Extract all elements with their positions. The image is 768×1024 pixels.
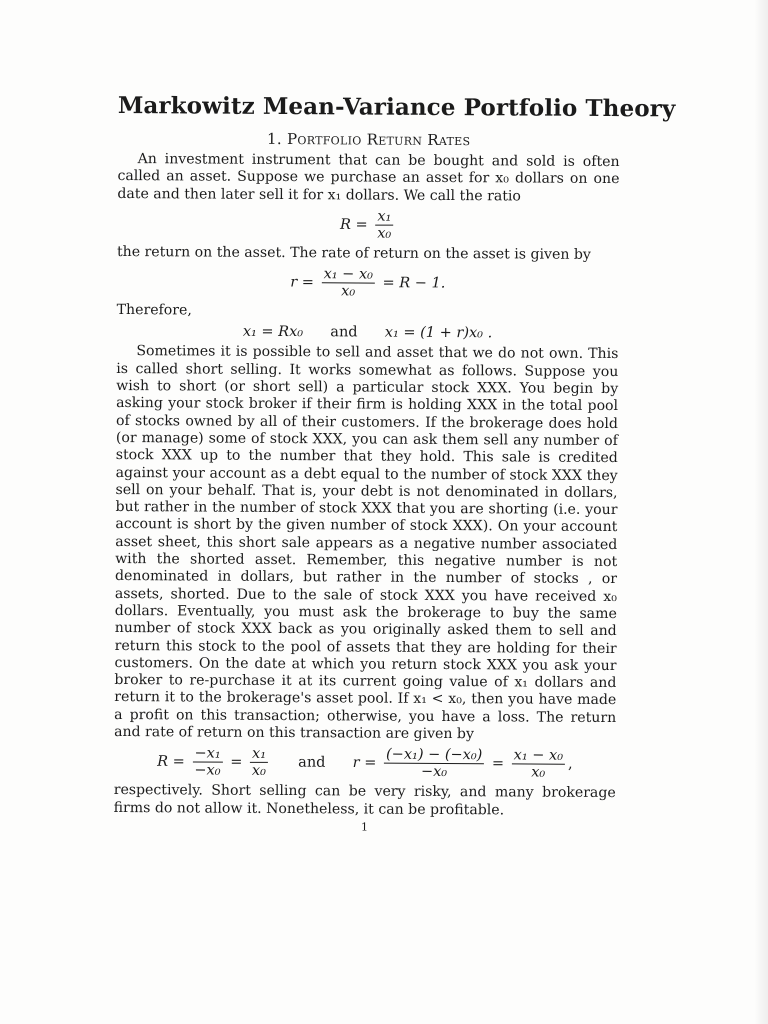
eq-return-denominator: x₀ (377, 225, 392, 242)
eq-rate-numerator: x₁ − x₀ (322, 266, 375, 283)
eq-rate-rhs: = R − 1. (382, 275, 446, 292)
eq-short-R-den-1: −x₀ (194, 762, 221, 779)
eq-short-R-den-2: x₀ (251, 763, 266, 780)
eq-return-numerator: x₁ (375, 208, 393, 225)
eq-return-lhs: R = (339, 216, 368, 233)
eq-rate-denominator: x₀ (341, 283, 356, 300)
paragraph-intro: An investment instrument that can be bought and sold is often called an asset. Suppose we purchase an asset for x₀ dollars on one date and then later sell it for x₁ dollars. We call the ratio (117, 151, 620, 205)
eq-short-r-num-1: (−x₁) − (−x₀) (384, 747, 484, 765)
eq-rate-lhs: r = (290, 274, 314, 291)
eq-return-fraction (375, 208, 393, 241)
page-number: 1 (360, 820, 369, 834)
equation-short-sale (114, 745, 616, 781)
eq-short-R-fraction-1 (192, 746, 222, 779)
eq-short-R-num-2: x₁ (250, 746, 268, 763)
paragraph-short-selling: Sometimes it is possible to sell and asset that we do not own. This is called short selling. It works somewhat as follows. Suppose you wish to short (or short sell) a particular stock XXX. You begin by asking your stock broker if their firm is holding XXX in the total pool of stocks owned by all of their customers. If the brokerage does hold (or manage) some of stock XXX, you can ask them sell any number of stock XXX up to the number that they hold. This sale is credited against your account as a debt equal to the number of stock XXX they sell on your behalf. That is, your debt is not denominated in dollars, but rather in the number of stock XXX that you are shorting (i.e. your account is short by the given number of stock XXX). On your account asset sheet, this short sale appears as a negative number associated with the shorted asset. Remember, this negative number is not denominated in dollars, but rather in the number of stocks , or assets, shorted. Due to the sale of stock XXX you have received x₀ dollars. Eventually, you must ask the brokerage to buy the same number of stock XXX back as you originally asked them to sell and return this stock to the pool of assets that they are holding for their customers. On the date at which you return stock XXX you ask your broker to re-purchase it at its current going value of x₁ dollars and return it to the brokerage's asset pool. If x₁ < x₀, then you have made a profit on this transaction; otherwise, you have a loss. The return and rate of return on this transaction are given by (114, 343, 619, 743)
document-title: Markowitz Mean-Variance Portfolio Theory (117, 92, 676, 123)
eq-short-r-fraction-1 (384, 747, 484, 781)
eq-short-r-den-2: x₀ (531, 764, 546, 781)
paragraph-therefore: Therefore, (116, 302, 192, 319)
eq-short-r-fraction-2 (512, 748, 566, 781)
equation-return (117, 207, 619, 243)
eq-therefore-and: and (330, 324, 358, 341)
equation-rate-of-return (117, 265, 619, 301)
eq-short-r-lhs: r = (352, 755, 377, 772)
eq-short-R-fraction-2 (250, 746, 268, 779)
eq-short-r-num-2: x₁ − x₀ (512, 748, 565, 765)
page-content (113, 92, 676, 835)
page-edge-shadow (754, 0, 768, 1024)
paragraph-return-definition: the return on the asset. The rate of return on the asset is given by (116, 243, 591, 263)
eq-therefore-right: x₁ = (1 + r)x₀ . (384, 325, 493, 342)
eq-short-R-lhs: R = (157, 754, 185, 771)
eq-short-R-num-1: −x₁ (192, 746, 222, 763)
eq-short-and: and (298, 754, 326, 772)
eq-short-R-equals: = (230, 754, 243, 771)
eq-short-r-equals: = (491, 756, 505, 773)
paragraph-closing: respectively. Short selling can be very risky, and many brokerage firms do not allow it. Nonetheless, it can be profitable. (113, 782, 616, 818)
eq-rate-fraction (321, 266, 375, 299)
equation-therefore (116, 323, 618, 342)
eq-therefore-left: x₁ = Rx₀ (242, 324, 304, 341)
section-heading: 1. Portfolio Return Rates (266, 129, 471, 150)
eq-short-comma: , (567, 756, 573, 773)
eq-short-r-den-1: −x₀ (420, 764, 448, 781)
